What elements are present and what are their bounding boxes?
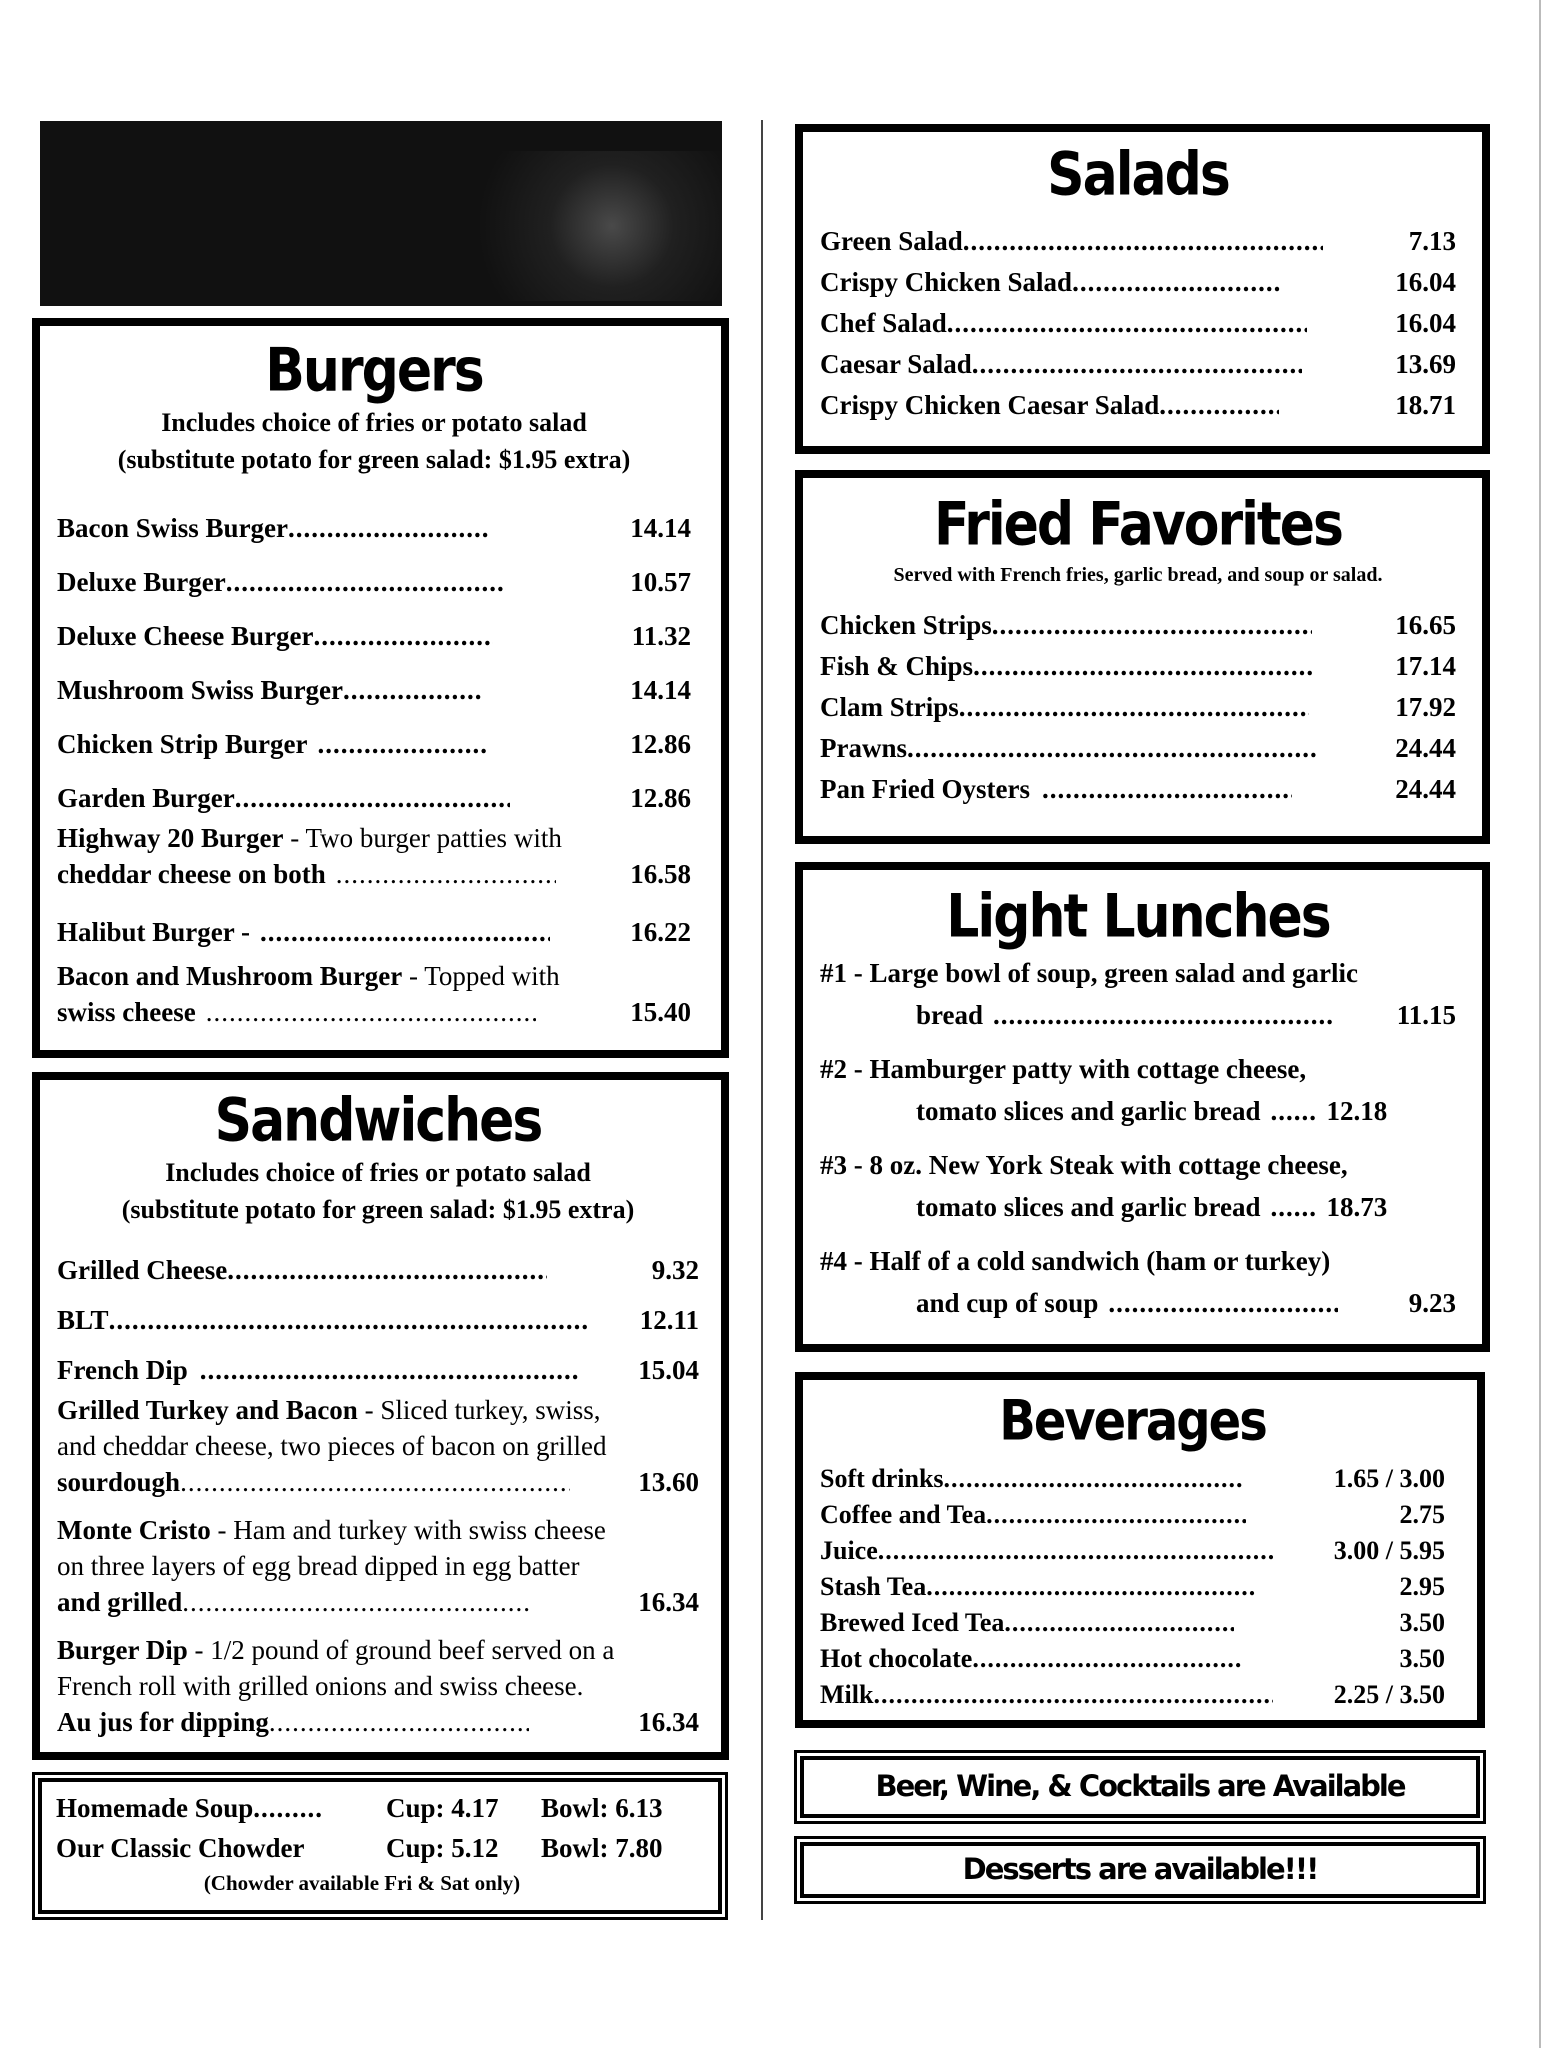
light-lunches-section: [795, 862, 1490, 1352]
menu-item: Mushroom Swiss Burger ..... 14.14: [57, 652, 691, 706]
chowder-note: (Chowder available Fri & Sat only): [203, 1871, 521, 1895]
menu-item: Stash Tea ..... 2.95: [820, 1566, 1445, 1602]
menu-item: French Dip ..... 15.04: [57, 1336, 699, 1386]
menu-item: Garden Burger ..... 12.86: [57, 760, 691, 814]
burgers-section: [32, 318, 729, 1058]
beverages-section: [795, 1372, 1485, 1728]
sandwiches-subtitle: Includes choice of fries or potato salad: [165, 1158, 591, 1187]
light-lunches-title: Light Lunches: [946, 882, 1330, 952]
menu-item: Soft drinks ..... 1.65 / 3.00: [820, 1458, 1445, 1494]
menu-item-described: Burger Dip - 1/2 pound of ground beef served on a French roll with grilled onions and swiss cheese. Au jus for dipping ..... 16.34: [57, 1632, 699, 1740]
menu-item: Crispy Chicken Caesar Salad ..... 18.71: [820, 380, 1456, 421]
menu-item: Chef Salad ..... 16.04: [820, 298, 1456, 339]
soup-row: Homemade Soup......... Cup: 4.17 Bowl: 6.13: [56, 1793, 663, 1823]
beverages-title: Beverages: [999, 1388, 1266, 1454]
menu-item-described: Monte Cristo - Ham and turkey with swiss cheese on three layers of egg bread dipped in egg batter and grilled ..... 16.34: [57, 1512, 699, 1620]
banner-texture: [420, 151, 722, 301]
salads-section: [795, 124, 1490, 454]
fried-favorites-title: Fried Favorites: [934, 490, 1342, 560]
burgers-title: Burgers: [265, 336, 483, 406]
beer-wine-text: Beer, Wine, & Cocktails are Available: [875, 1769, 1405, 1803]
menu-item: Caesar Salad ..... 13.69: [820, 339, 1456, 380]
sandwiches-title: Sandwiches: [214, 1086, 542, 1156]
fried-favorites-section: [795, 470, 1490, 844]
menu-item: Clam Strips ..... 17.92: [820, 682, 1456, 723]
menu-item: Pan Fried Oysters ..... 24.44: [820, 764, 1456, 805]
menu-item: Deluxe Cheese Burger ..... 11.32: [57, 598, 691, 652]
lunch-item: #2 - Hamburger patty with cottage cheese, tomato slices and garlic bread ..... 12.18: [820, 1048, 1456, 1132]
fried-favorites-subtitle: Served with French fries, garlic bread, and soup or salad.: [893, 564, 1383, 586]
menu-item: Hot chocolate ..... 3.50: [820, 1638, 1445, 1674]
menu-item: Bacon Swiss Burger ..... 14.14: [57, 490, 691, 544]
soup-section: [38, 1778, 722, 1914]
desserts-text: Desserts are available!!!: [962, 1852, 1318, 1886]
sandwiches-subtitle-extra: (substitute potato for green salad: $1.95 extra): [121, 1195, 635, 1224]
lunch-item: #3 - 8 oz. New York Steak with cottage cheese, tomato slices and garlic bread ..... 18.73: [820, 1144, 1456, 1228]
burgers-subtitle-extra: (substitute potato for green salad: $1.95 extra): [117, 445, 631, 474]
header-banner-image: [40, 121, 722, 306]
lunch-item: #4 - Half of a cold sandwich (ham or turkey) and cup of soup ..... 9.23: [820, 1240, 1456, 1324]
menu-item: Coffee and Tea ..... 2.75: [820, 1494, 1445, 1530]
desserts-notice: [800, 1842, 1480, 1898]
menu-item: Juice ..... 3.00 / 5.95: [820, 1530, 1445, 1566]
sandwiches-section: [32, 1072, 729, 1760]
menu-item: Prawns ..... 24.44: [820, 723, 1456, 764]
column-divider: [761, 120, 763, 1920]
menu-item: Deluxe Burger ..... 10.57: [57, 544, 691, 598]
menu-item: Fish & Chips ..... 17.14: [820, 641, 1456, 682]
menu-item: Halibut Burger - ..... 16.22: [57, 892, 691, 948]
menu-item: Green Salad ..... 7.13: [820, 216, 1456, 257]
menu-item: Chicken Strip Burger ..... 12.86: [57, 706, 691, 760]
page-edge-line: [1539, 0, 1541, 2048]
chowder-row: Our Classic Chowder Cup: 5.12 Bowl: 7.80: [56, 1833, 663, 1863]
beer-wine-notice: [800, 1756, 1480, 1818]
burgers-subtitle: Includes choice of fries or potato salad: [161, 408, 587, 437]
menu-item-described: Grilled Turkey and Bacon - Sliced turkey, swiss, and cheddar cheese, two pieces of bacon on grilled sourdough ..... 13.60: [57, 1392, 699, 1500]
lunch-item: #1 - Large bowl of soup, green salad and garlic bread ..... 11.15: [820, 952, 1456, 1036]
menu-item-described: Highway 20 Burger - Two burger patties with cheddar cheese on both ..... 16.58: [57, 820, 691, 892]
menu-item: Grilled Cheese ..... 9.32: [57, 1238, 699, 1286]
menu-item: Brewed Iced Tea ..... 3.50: [820, 1602, 1445, 1638]
menu-item: BLT ..... 12.11: [57, 1286, 699, 1336]
salads-title: Salads: [1047, 140, 1229, 210]
menu-item: Milk ..... 2.25 / 3.50: [820, 1674, 1445, 1710]
menu-item: Chicken Strips ..... 16.65: [820, 600, 1456, 641]
menu-item-described: Bacon and Mushroom Burger - Topped with swiss cheese ..... 15.40: [57, 958, 691, 1030]
menu-item: Crispy Chicken Salad ..... 16.04: [820, 257, 1456, 298]
